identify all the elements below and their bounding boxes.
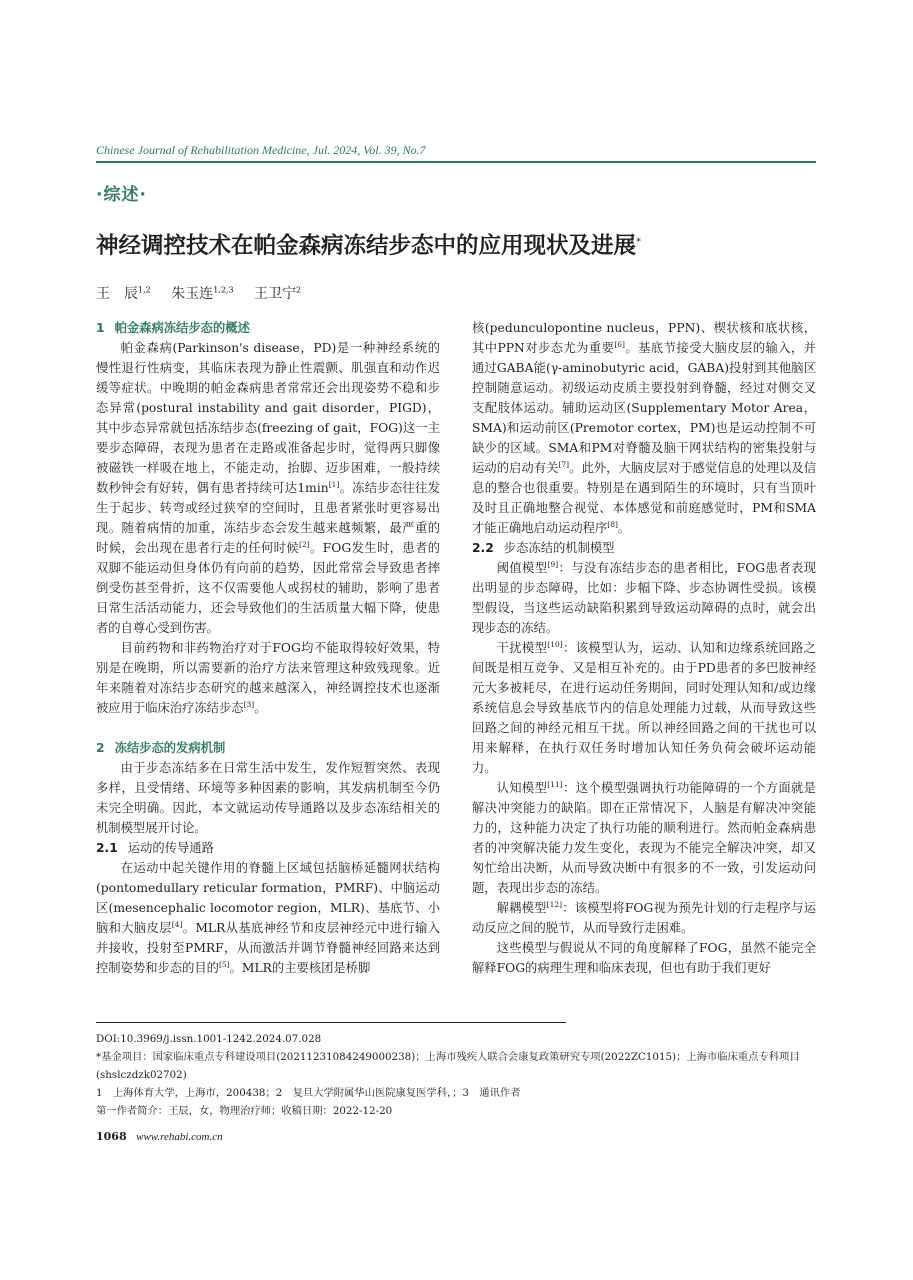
author-list xyxy=(96,283,317,303)
doi: DOI:10.3969/j.issn.1001-1242.2024.07.028 xyxy=(96,1033,322,1045)
paragraph: 在运动中起关键作用的脊髓上区域包括脑桥延髓网状结构(pontomedullary reticular formation，PMRF)、中脑运动区(mesencephalic locomotor region，MLR)、基底节、小脑和大脑皮层[4]。MLR从基底神经节和皮层神经元中进行输入并接收，投射至PMRF，从而激活并调节脊髓神经回路来达到控制姿势和步态的目的[5]。MLR的主要核团是桥脚 xyxy=(96,861,440,975)
journal-issue: Jul. 2024, Vol. 39, No.7 xyxy=(312,143,426,157)
first-author-note: 第一作者简介：王辰，女，物理治疗师；收稿日期：2022-12-20 xyxy=(96,1105,393,1117)
paragraph: 目前药物和非药物治疗对于FOG均不能取得较好效果，特别是在晚期，所以需要新的治疗方法来管理这种致残现象。近年来随着对冻结步态研究的越来越深入，神经调控技术也逐渐被应用于临床治疗冻结步态[3]。 xyxy=(96,641,440,715)
paragraph: 解耦模型[12]：该模型将FOG视为预先计划的行走程序与运动反应之间的脱节，从而导致行走困难。 xyxy=(472,899,816,935)
left-column xyxy=(96,318,440,978)
author: 王卫宁$^2$ xyxy=(254,285,302,302)
subsection-heading: 2.2 步态冻结的机制模型 xyxy=(472,541,615,555)
paragraph: 干扰模型[10]：该模型认为，运动、认知和边缘系统回路之间既是相互竞争、又是相互补充的。由于PD患者的多巴胺神经元大多被耗尽，在进行运动任务期间，同时处理认知和/或边缘系统信息会导致基底节内的信息处理能力过载，从而导致这些回路之间的神经元相互干扰。所以神经回路之间的干扰也可以用来解释，在执行双任务时增加认知任务负荷会破坏运动能力。 xyxy=(472,639,816,775)
affiliation-note: 1 上海体育大学，上海市，200438；2 复旦大学附属华山医院康复医学科，；3 通讯作者 xyxy=(96,1087,521,1099)
citation: [2] xyxy=(299,539,310,549)
citation: [6] xyxy=(614,339,625,349)
citation: [9] xyxy=(547,559,559,569)
citation: [12] xyxy=(546,899,563,909)
footnotes xyxy=(96,1030,816,1120)
footnote-rule xyxy=(96,1022,566,1023)
page-footer xyxy=(96,1130,223,1143)
citation: [10] xyxy=(547,639,563,649)
section-heading: 2 冻结步态的发病机制 xyxy=(96,741,226,755)
citation: [1] xyxy=(328,479,340,489)
citation: [4] xyxy=(171,919,183,929)
citation: [3] xyxy=(243,699,255,709)
title-fund-mark: * xyxy=(636,236,642,248)
author: 朱玉连$^{1,2,3}$ xyxy=(171,285,234,302)
journal-name: Chinese Journal of Rehabilitation Medicine, xyxy=(96,143,310,157)
citation: [11] xyxy=(547,779,563,789)
paragraph: 认知模型[11]：这个模型强调执行功能障碍的一个方面就是解决冲突能力的缺陷。即在正常情况下，人脑是有解决冲突能力的，这种能力决定了执行功能的顺利进行。然而帕金森病患者的冲突解决能力发生变化，表现为不能完全解决冲突，却又匆忙给出决断，从而导致决断中有很多的不一致，引发运动问题，表现出步态的冻结。 xyxy=(472,779,816,895)
section-tag: ·综述· xyxy=(96,185,147,205)
citation: [8] xyxy=(607,519,618,529)
fund-note: *基金项目：国家临床重点专科建设项目(2021123108424900023​8)；上海市残疾人联合会康复政策研究专项(2022ZC1015)；上海市临床重点专科项目(shslczdzk02702) xyxy=(96,1051,800,1081)
paragraph: 阈值模型[9]：与没有冻结步态的患者相比，FOG患者表现出明显的步态障碍，比如：步幅下降、步态协调性受损。该模型假设，当这些运动缺陷积累到导致运动障碍的点时，就会出现步态的冻结。 xyxy=(472,559,816,635)
paragraph: 这些模型与假说从不同的角度解释了FOG，虽然不能完全解释FOG的病理生理和临床表现，但也有助于我们更好 xyxy=(472,941,816,975)
subsection-heading: 2.1 运动的传导通路 xyxy=(96,841,214,855)
journal-header xyxy=(96,143,816,158)
paragraph: 帕金森病(Parkinson's disease，PD)是一种神经系统的慢性退行性病变，其临床表现为静止性震颤、肌强直和动作迟缓等症状。中晚期的帕金森病患者常常还会出现姿势不稳和步态异常(postural instability and gait disorder，PIGD)，其中步态异常就包括冻结步态(freezing of gait，FOG)这一主要步态障碍，表现为患者在走路或准备起步时，觉得两只脚像被磁铁一样吸在地上，不能走动，抬脚、迈步困难，一般持续数秒钟会有好转，偶有患者持续可达1min[1]。冻结步态往往发生于起步、转弯或经过狭窄的空间时，且患者紧张时更容易出现。随着病情的加重，冻结步态会发生越来越频繁，最严重的时候，会出现在患者行走的任何时候[2]。FOG发生时，患者的双脚不能运动但身体仍有向前的趋势，因此常常会导致患者摔倒受伤甚至骨折，这不仅需要他人或拐杖的辅助，影响了患者日常生活活动能力，还会导致他们的生活质量大幅下降，使患者的自尊心受到伤害。 xyxy=(96,341,440,635)
citation: [7] xyxy=(558,459,570,469)
paragraph: 由于步态冻结多在日常生活中发生，发作短暂突然、表现多样，且受情绪、环境等多种因素的影响，其发病机制至今仍未完全明确。因此，本文就运动传导通路以及步态冻结相关的机制模型展开讨论。 xyxy=(96,761,440,835)
citation: [5] xyxy=(218,959,230,969)
page-number: 1068 xyxy=(96,1130,127,1143)
paragraph: 核(pedunculopontine nucleus，PPN)、楔状核和底状核，其中PPN对步态尤为重要[6]。基底节接受大脑皮层的输入，并通过GABA能(γ-aminobutyric acid，GABA)投射到其他脑区控制随意运动。初级运动皮质主要投射到脊髓，经过对侧交叉支配肢体运动。辅助运动区(Supplementary Motor Area，SMA)和运动前区(Premotor cortex，PM)也是运动控制不可缺少的区域。SMA和PM对脊髓及脑干网状结构的密集投射与运动的启动有关[7]。此外，大脑皮层对于感觉信息的处理以及信息的整合也很重要。特别是在遇到陌生的环境时，只有当顶叶及时且正确地整合视觉、本体感觉和前庭感觉时，PM和SMA才能正确地启动运动程序[8]。 xyxy=(472,321,816,535)
article-title xyxy=(96,228,816,260)
header-rule xyxy=(96,161,816,163)
website-link: www.rehabi.com.cn xyxy=(136,1131,223,1143)
author: 王 辰$^{1,2}$ xyxy=(96,285,151,302)
section-heading: 1 帕金森病冻结步态的概述 xyxy=(96,321,250,335)
right-column xyxy=(472,318,816,978)
title-text: 神经调控技术在帕金森病冻结步态中的应用现状及进展 xyxy=(96,233,637,259)
